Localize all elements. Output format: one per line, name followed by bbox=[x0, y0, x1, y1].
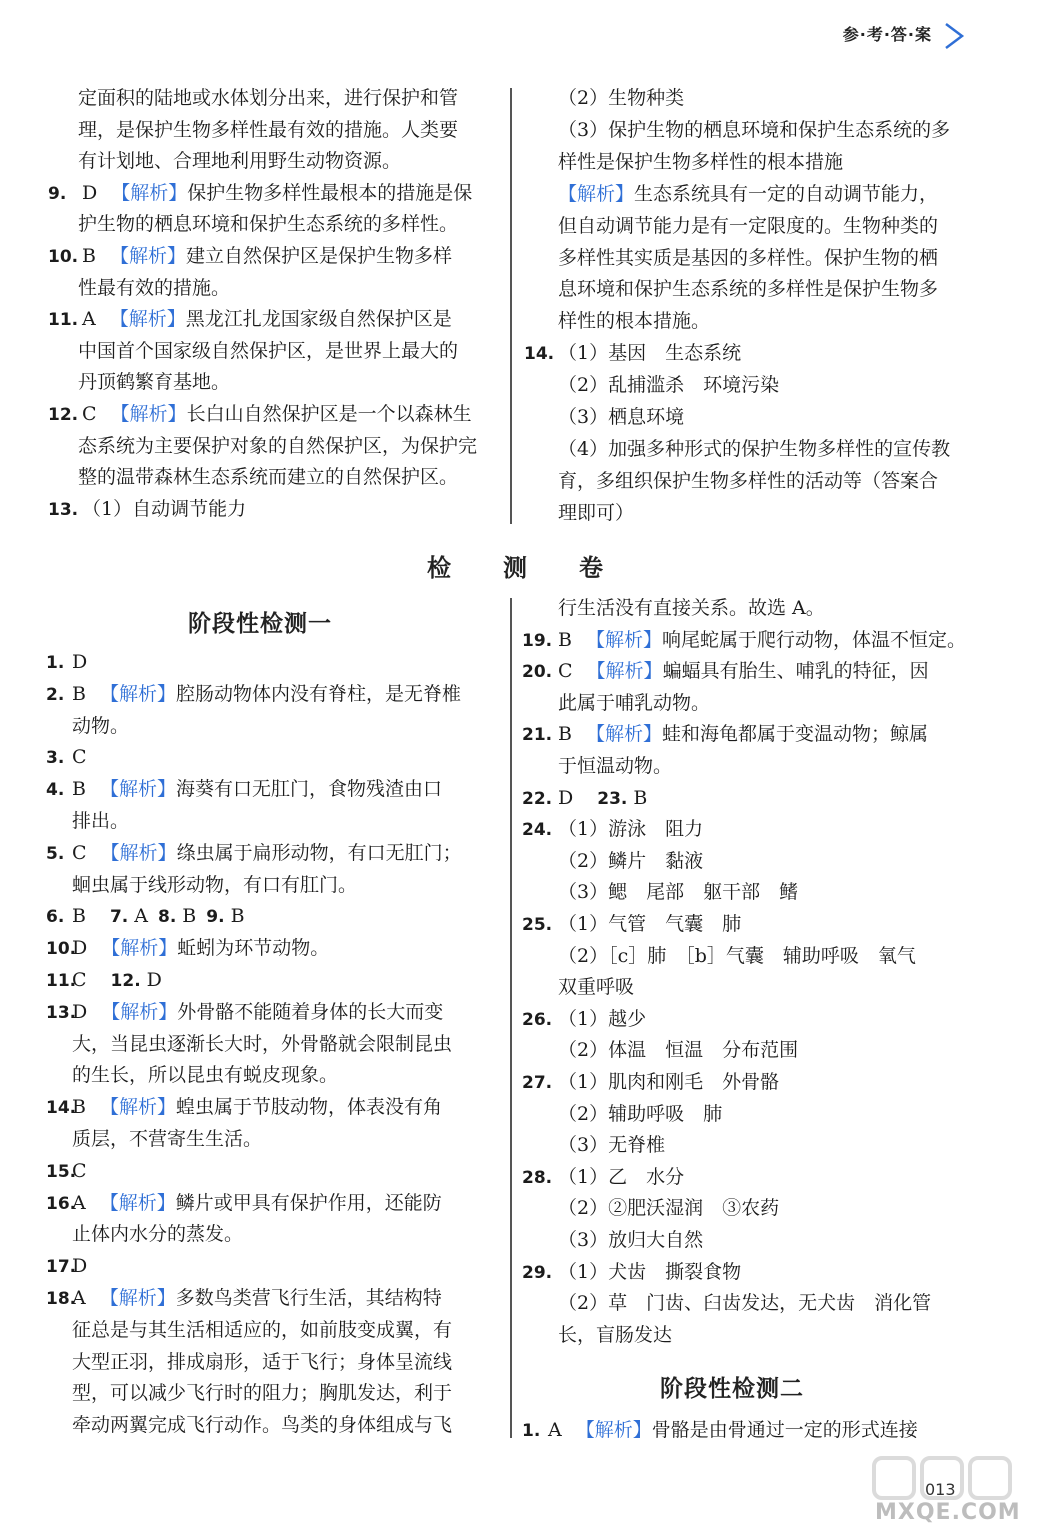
item-number: 18. bbox=[46, 1289, 77, 1309]
analysis-tag: 【解析】 bbox=[586, 660, 663, 683]
answer-text: 性最有效的措施。 bbox=[78, 276, 231, 299]
answer-letter: A bbox=[548, 1419, 562, 1441]
answer-text: （2）［c］肺 ［b］气囊 辅助呼吸 氧气 bbox=[558, 944, 916, 967]
analysis-tag: 【解析】 bbox=[100, 841, 177, 864]
answer-letter: C bbox=[72, 1159, 87, 1182]
answer-letter: D bbox=[82, 181, 98, 204]
answer-text: （1）乙 水分 bbox=[558, 1165, 685, 1188]
answer-line bbox=[72, 1123, 262, 1155]
answer-line bbox=[558, 1287, 931, 1319]
answer-letter: D bbox=[146, 969, 162, 991]
answer-line bbox=[558, 1319, 672, 1351]
answer-item bbox=[522, 1161, 684, 1194]
answer-item bbox=[522, 1003, 646, 1036]
item-number: 13. bbox=[48, 499, 79, 520]
answer-line bbox=[78, 208, 458, 240]
answer-line bbox=[72, 1409, 452, 1441]
answer-letter: B bbox=[82, 245, 96, 267]
item-number: 14. bbox=[524, 344, 555, 365]
answer-item bbox=[48, 240, 452, 273]
item-number: 8. bbox=[158, 907, 177, 928]
answer-letter: B bbox=[182, 905, 197, 928]
answer-line bbox=[72, 710, 129, 742]
item-number: 29. bbox=[522, 1262, 553, 1283]
analysis-tag: 【解析】 bbox=[99, 1287, 176, 1309]
answer-line bbox=[558, 876, 798, 908]
answer-text: （2）体温 恒温 分布范围 bbox=[558, 1039, 799, 1062]
answer-text: 建立自然保护区是保护生物多样 bbox=[185, 245, 452, 267]
answer-line bbox=[78, 366, 230, 398]
item-number: 12. bbox=[110, 971, 141, 991]
answer-item bbox=[46, 1282, 442, 1315]
answer-item bbox=[522, 655, 929, 688]
answer-text: 理，是保护生物多样性最有效的措施。人类要 bbox=[78, 118, 459, 141]
answer-line bbox=[558, 1098, 722, 1130]
answer-text: 动物。 bbox=[72, 714, 130, 737]
answer-item bbox=[46, 741, 101, 774]
header-label: 参·考·答·案 bbox=[842, 25, 932, 44]
answer-text: （1）肌肉和刚毛 外骨骼 bbox=[558, 1071, 780, 1093]
item-number: 27. bbox=[522, 1073, 553, 1093]
analysis-tag: 【解析】 bbox=[110, 403, 187, 425]
answer-text: 长白山自然保护区是一个以森林生 bbox=[186, 403, 472, 425]
answer-line bbox=[78, 114, 458, 146]
analysis-tag: 【解析】 bbox=[575, 1419, 652, 1441]
answer-text: 大，当昆虫逐渐长大时，外骨骼就会限制昆虫 bbox=[72, 1032, 453, 1055]
answer-item bbox=[522, 1256, 741, 1289]
answer-text: 的生长，所以昆虫有蜕皮现象。 bbox=[72, 1064, 339, 1087]
analysis-tag: 【解析】 bbox=[99, 1096, 176, 1119]
answer-text: （4）加强多种形式的保护生物多样性的宣传教 bbox=[558, 437, 951, 460]
answer-item bbox=[46, 773, 442, 806]
answer-item bbox=[46, 1250, 101, 1283]
answer-text: 样性的根本措施。 bbox=[558, 310, 711, 333]
answer-letter: D bbox=[72, 651, 88, 673]
answer-line bbox=[78, 145, 401, 177]
answer-text: （2）鳞片 黏液 bbox=[558, 849, 704, 872]
answer-text: 蝗虫属于节肢动物，体表没有角 bbox=[175, 1096, 442, 1119]
analysis-tag: 【解析】 bbox=[585, 723, 662, 746]
analysis-tag: 【解析】 bbox=[109, 308, 186, 331]
answer-letter: B bbox=[72, 778, 86, 801]
item-number: 9. bbox=[206, 907, 225, 928]
answer-line bbox=[558, 114, 950, 146]
answer-text: 蚯蚓为环节动物。 bbox=[177, 937, 330, 960]
subtitle-stage-test-1: 阶段性检测一 bbox=[188, 611, 332, 637]
answer-text: 征总是与其生活相适应的，如前肢变成翼，有 bbox=[72, 1318, 453, 1341]
answer-letter: A bbox=[72, 1287, 86, 1309]
answer-text: （2）生物种类 bbox=[558, 87, 685, 109]
answer-item bbox=[46, 1091, 442, 1124]
item-number: 14. bbox=[46, 1098, 77, 1119]
answer-letter: D bbox=[72, 1255, 88, 1278]
item-number: 21. bbox=[522, 725, 553, 746]
answer-line bbox=[558, 1224, 703, 1256]
answer-line bbox=[558, 242, 938, 274]
answer-text: （1）气管 气囊 肺 bbox=[558, 913, 742, 935]
top-column-divider bbox=[510, 88, 512, 524]
item-number: 17. bbox=[46, 1257, 77, 1278]
answer-item bbox=[48, 177, 472, 210]
answer-letter: C bbox=[558, 660, 573, 683]
answer-text: 蝙蝠具有胎生、哺乳的特征，因 bbox=[662, 660, 929, 683]
answer-letter: B bbox=[558, 723, 572, 746]
answer-line bbox=[558, 845, 703, 877]
answer-line bbox=[78, 82, 458, 114]
answer-text: （1）游泳 阻力 bbox=[558, 818, 704, 841]
answer-item bbox=[46, 678, 461, 711]
answer-text: 大型正羽，排成扇形，适于飞行；身体呈流线 bbox=[72, 1350, 453, 1373]
item-number: 16. bbox=[46, 1193, 77, 1214]
answer-line bbox=[72, 1377, 452, 1409]
item-number: 26. bbox=[522, 1009, 553, 1030]
answer-text: 样性是保护生物多样性的根本措施 bbox=[558, 150, 844, 173]
answer-letter: A bbox=[134, 905, 148, 928]
answer-item bbox=[48, 493, 246, 526]
answer-line bbox=[558, 1129, 665, 1161]
analysis-tag: 【解析】 bbox=[99, 682, 176, 705]
answer-line bbox=[72, 1346, 452, 1378]
answer-line bbox=[558, 465, 938, 497]
item-number: 12. bbox=[48, 405, 79, 425]
item-number: 4. bbox=[46, 780, 65, 801]
answer-item bbox=[522, 718, 928, 751]
answer-letter: D bbox=[72, 1000, 88, 1023]
answer-item bbox=[522, 624, 966, 657]
answer-letter: C bbox=[72, 746, 87, 769]
item-number: 10. bbox=[48, 247, 79, 267]
answer-text: 蛔虫属于线形动物，有口有肛门。 bbox=[72, 873, 358, 896]
watermark-text: MXQE.COM bbox=[875, 1500, 1021, 1525]
item-number: 2. bbox=[46, 684, 65, 705]
analysis-tag: 【解析】 bbox=[99, 1191, 176, 1214]
answer-text: 中国首个国家级自然保护区，是世界上最大的 bbox=[78, 339, 459, 362]
answer-item bbox=[522, 1414, 918, 1447]
answer-item bbox=[46, 900, 245, 933]
answer-text: （1）自动调节能力 bbox=[82, 497, 247, 520]
item-number: 10. bbox=[46, 939, 77, 960]
answer-line bbox=[558, 82, 684, 114]
answer-item bbox=[46, 837, 462, 870]
answer-text: 型，可以减少飞行时的阻力；胸肌发达，利于 bbox=[72, 1382, 453, 1405]
item-number: 13. bbox=[46, 1002, 77, 1023]
answer-text: 蛙和海龟都属于变温动物；鲸属 bbox=[661, 723, 928, 746]
answer-text: 息环境和保护生态系统的多样性是保护生物多 bbox=[558, 278, 939, 301]
item-number: 25. bbox=[522, 915, 553, 935]
page-number: 013 bbox=[925, 1480, 956, 1499]
answer-item bbox=[524, 337, 741, 370]
answer-text: 排出。 bbox=[72, 810, 130, 832]
answer-item bbox=[522, 908, 741, 941]
answer-text: 护生物的栖息环境和保护生态系统的多样性。 bbox=[78, 213, 459, 236]
answer-text: 育，多组织保护生物多样性的活动等（答案合 bbox=[558, 469, 939, 492]
answer-line bbox=[72, 1059, 338, 1091]
answer-line bbox=[558, 592, 825, 624]
analysis-tag: 【解析】 bbox=[585, 628, 662, 651]
answer-line bbox=[558, 1034, 798, 1066]
answer-text: 多数鸟类营飞行生活，其结构特 bbox=[175, 1287, 442, 1309]
answer-text: 双重呼吸 bbox=[558, 976, 635, 999]
answer-text: （3）保护生物的栖息环境和保护生态系统的多 bbox=[558, 118, 951, 141]
answer-item bbox=[48, 398, 472, 431]
answer-text: 外骨骼不能随着身体的长大而变 bbox=[177, 1000, 444, 1023]
answer-item bbox=[46, 964, 162, 997]
answer-letter: D bbox=[72, 937, 88, 960]
item-number: 1. bbox=[46, 653, 65, 673]
answer-line bbox=[72, 1028, 452, 1060]
answer-item bbox=[46, 932, 329, 965]
answer-text: 质层，不营寄生生活。 bbox=[72, 1128, 263, 1150]
answer-line bbox=[78, 335, 458, 367]
answer-item bbox=[522, 813, 703, 846]
answer-line bbox=[558, 305, 710, 337]
item-number: 15. bbox=[46, 1161, 77, 1182]
analysis-tag: 【解析】 bbox=[101, 937, 178, 960]
analysis-tag: 【解析】 bbox=[99, 778, 176, 801]
answer-line bbox=[78, 272, 230, 304]
item-number: 5. bbox=[46, 843, 65, 864]
answer-line bbox=[72, 869, 357, 901]
answer-line bbox=[558, 1192, 779, 1224]
subtitle-stage-test-2: 阶段性检测二 bbox=[660, 1376, 804, 1402]
answer-text: 此属于哺乳动物。 bbox=[558, 691, 711, 714]
item-number: 7. bbox=[109, 907, 129, 928]
answer-text: （3）无脊椎 bbox=[558, 1134, 666, 1157]
answer-letter: B bbox=[72, 1096, 86, 1119]
answer-item bbox=[46, 1187, 442, 1220]
answer-line bbox=[558, 178, 938, 210]
answer-item bbox=[522, 1066, 779, 1099]
answer-text: 鳞片或甲具有保护作用，还能防 bbox=[175, 1191, 442, 1214]
answer-text: （2）辅助呼吸 肺 bbox=[558, 1102, 723, 1125]
answer-item bbox=[46, 996, 443, 1029]
item-number: 3. bbox=[46, 748, 65, 769]
item-number: 6. bbox=[46, 907, 65, 928]
answer-line bbox=[558, 971, 634, 1003]
answer-text: （1）越少 bbox=[558, 1007, 647, 1030]
answer-text: 整的温带森林生态系统而建立的自然保护区。 bbox=[78, 466, 459, 489]
item-number: 23. bbox=[597, 788, 628, 809]
item-number: 11. bbox=[46, 971, 77, 991]
answer-line bbox=[78, 430, 477, 462]
chevron-right-icon bbox=[940, 20, 968, 52]
answer-line bbox=[558, 146, 843, 178]
answer-text: 态系统为主要保护对象的自然保护区，为保护完 bbox=[78, 434, 478, 457]
answer-letter: B bbox=[633, 786, 648, 809]
answer-text: 骨骼是由骨通过一定的形式连接 bbox=[651, 1419, 918, 1441]
answer-text: 理即可） bbox=[558, 501, 635, 524]
analysis-tag: 【解析】 bbox=[558, 182, 635, 205]
answer-line bbox=[558, 273, 938, 305]
answer-text: （1）基因 生态系统 bbox=[558, 342, 742, 365]
answer-line bbox=[558, 369, 779, 401]
answer-text: 腔肠动物体内没有脊柱，是无脊椎 bbox=[175, 682, 461, 705]
analysis-tag: 【解析】 bbox=[101, 1000, 178, 1023]
answer-letter: C bbox=[82, 403, 97, 425]
answer-text: 保护生物多样性最根本的措施是保 bbox=[187, 181, 473, 204]
answer-line bbox=[558, 940, 916, 972]
answer-text: 行生活没有直接关系。故选 A。 bbox=[558, 597, 825, 619]
analysis-tag: 【解析】 bbox=[109, 245, 186, 267]
answer-text: （2）乱捕滥杀 环境污染 bbox=[558, 374, 780, 397]
item-number: 24. bbox=[522, 820, 553, 841]
answer-letter: B bbox=[230, 905, 245, 928]
answer-text: 丹顶鹤繁育基地。 bbox=[78, 371, 231, 394]
answer-line bbox=[558, 433, 950, 465]
answer-text: 多样性其实质是基因的多样性。保护生物的栖 bbox=[558, 246, 939, 269]
answer-text: 黑龙江扎龙国家级自然保护区是 bbox=[185, 308, 452, 331]
answer-text: 海葵有口无肛门，食物残渣由口 bbox=[175, 778, 442, 801]
item-number: 19. bbox=[522, 630, 553, 651]
item-number: 1. bbox=[522, 1421, 541, 1441]
item-number: 22. bbox=[522, 788, 553, 809]
answer-line bbox=[558, 687, 710, 719]
answer-text: （3）放归大自然 bbox=[558, 1229, 704, 1251]
answer-text: 有计划地、合理地利用野生动物资源。 bbox=[78, 150, 402, 173]
item-number: 9. bbox=[48, 183, 67, 204]
answer-line bbox=[72, 1314, 452, 1346]
answer-text: （3）鳃 尾部 躯干部 鳍 bbox=[558, 881, 799, 904]
answer-text: 长，盲肠发达 bbox=[558, 1323, 673, 1346]
answer-text: 绦虫属于扁形动物，有口无肛门； bbox=[176, 841, 462, 864]
section-title: 检 测 卷 bbox=[427, 554, 617, 582]
answer-text: （2）②肥沃湿润 ③农药 bbox=[558, 1197, 780, 1220]
answer-text: 牵动两翼完成飞行动作。鸟类的身体组成与飞 bbox=[72, 1414, 453, 1437]
answer-line bbox=[558, 210, 938, 242]
answer-letter: D bbox=[558, 786, 574, 809]
answer-line bbox=[558, 401, 684, 433]
answer-line bbox=[558, 497, 634, 529]
bottom-column-divider bbox=[510, 598, 512, 1438]
answer-text: （3）栖息环境 bbox=[558, 406, 685, 428]
answer-letter: C bbox=[72, 969, 87, 991]
answer-letter: B bbox=[558, 628, 572, 651]
answer-line bbox=[558, 750, 672, 782]
answer-item bbox=[46, 1155, 101, 1188]
answer-item bbox=[46, 646, 101, 679]
answer-text: 止体内水分的蒸发。 bbox=[72, 1223, 244, 1246]
answer-line bbox=[72, 1218, 243, 1250]
answer-item bbox=[522, 782, 647, 815]
answer-text: （1）犬齿 撕裂食物 bbox=[558, 1260, 742, 1283]
answer-item bbox=[48, 303, 452, 336]
answer-letter: B bbox=[72, 682, 86, 705]
answer-letter: A bbox=[82, 308, 96, 331]
answer-letter: A bbox=[72, 1191, 86, 1214]
answer-text: 生态系统具有一定的自动调节能力， bbox=[634, 182, 939, 205]
answer-text: （2）草 门齿、臼齿发达，无犬齿 消化管 bbox=[558, 1292, 932, 1315]
answer-line bbox=[78, 461, 458, 493]
answer-line bbox=[72, 805, 129, 837]
answer-letter: B bbox=[72, 905, 86, 928]
answer-text: 于恒温动物。 bbox=[558, 755, 673, 777]
answer-letter: C bbox=[72, 841, 87, 864]
answer-text: 但自动调节能力是有一定限度的。生物种类的 bbox=[558, 214, 939, 237]
answer-text: 定面积的陆地或水体划分出来，进行保护和管 bbox=[78, 87, 459, 109]
analysis-tag: 【解析】 bbox=[111, 181, 188, 204]
item-number: 11. bbox=[48, 310, 79, 331]
answer-text: 响尾蛇属于爬行动物，体温不恒定。 bbox=[661, 628, 966, 651]
item-number: 28. bbox=[522, 1167, 553, 1188]
item-number: 20. bbox=[522, 662, 553, 683]
